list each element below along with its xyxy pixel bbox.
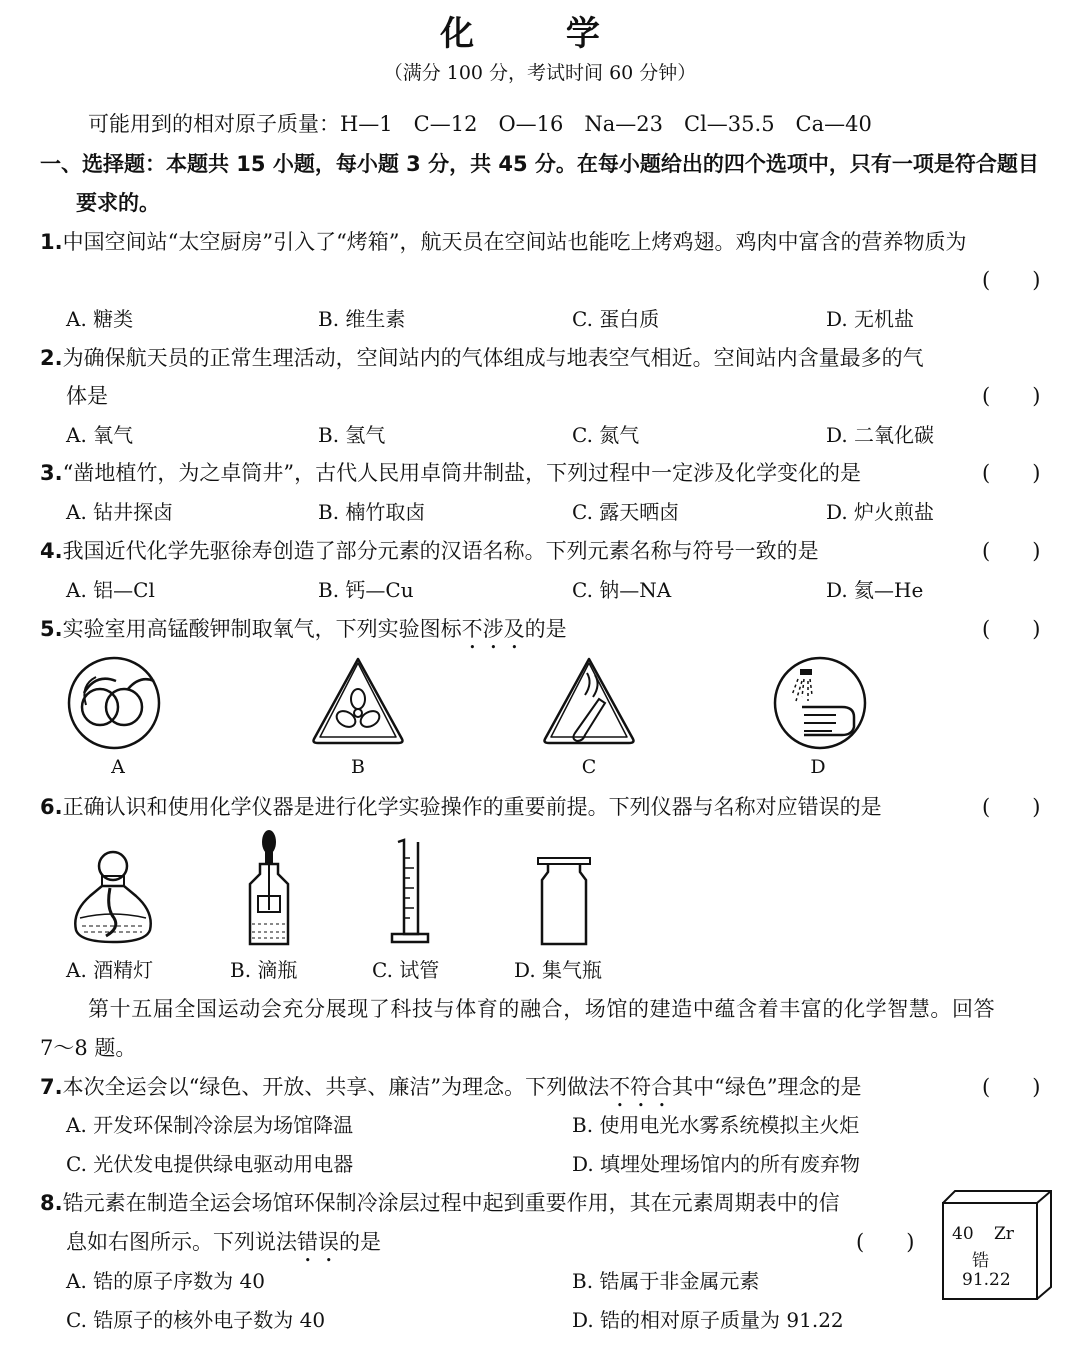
emphasis-text: 不符合 <box>609 1075 673 1099</box>
question-text: 本次全运会以“绿色、开放、共享、廉洁”为理念。下列做法 <box>62 1075 610 1099</box>
option-3a[interactable]: A. 钻井探卤 <box>66 500 174 524</box>
question-text: 为确保航天员的正常生理活动，空间站内的气体组成与地表空气相近。空间站内含量最多的气 <box>62 346 924 370</box>
option-1c[interactable]: C. 蛋白质 <box>572 307 660 331</box>
question-text: 实验室用高锰酸钾制取氧气，下列实验图标 <box>62 617 462 641</box>
goggles-icon <box>66 655 162 751</box>
answer-blank-1[interactable]: ( ) <box>982 268 1041 292</box>
option-7d[interactable]: D. 填埋处理场馆内的所有废弃物 <box>572 1152 861 1176</box>
element-symbol: Zr <box>994 1224 1014 1244</box>
question-number: 7. <box>40 1075 63 1099</box>
element-name: 锆 <box>972 1251 989 1271</box>
option-7a[interactable]: A. 开发环保制冷涂层为场馆降温 <box>66 1113 354 1137</box>
icon-caption-b: B <box>351 756 365 778</box>
atomic-mass: 91.22 <box>962 1270 1011 1290</box>
question-text-end: 的是 <box>339 1230 381 1254</box>
icon-caption-c: C <box>581 756 597 778</box>
option-4a[interactable]: A. 铝—Cl <box>66 578 155 602</box>
question-8-cont <box>66 1226 381 1267</box>
question-text: 中国空间站“太空厨房”引入了“烤箱”，航天员在空间站也能吃上烤鸡翅。鸡肉中富含的营养物质为 <box>62 230 967 254</box>
alcohol-lamp-icon <box>70 848 156 944</box>
question-text: “凿地植竹，为之卓筒井”，古代人民用卓筒井制盐，下列过程中一定涉及化学变化的是 <box>62 461 862 485</box>
hot-test-tube-icon <box>541 655 637 747</box>
question-number: 4. <box>40 539 63 563</box>
measuring-cylinder-icon <box>390 838 430 946</box>
question-number: 2. <box>40 346 63 370</box>
option-3c[interactable]: C. 露天晒卤 <box>572 500 680 524</box>
question-text-end: 其中“绿色”理念的是 <box>672 1075 862 1099</box>
option-8c[interactable]: C. 锆原子的核外电子数为 40 <box>66 1308 326 1332</box>
option-6a[interactable]: A. 酒精灯 <box>66 958 154 982</box>
question-text-end: 的是 <box>524 617 567 641</box>
option-7c[interactable]: C. 光伏发电提供绿电驱动用电器 <box>66 1152 354 1176</box>
question-text: 正确认识和使用化学仪器是进行化学实验操作的重要前提。下列仪器与名称对应错误的是 <box>62 795 882 819</box>
hand-wash-icon <box>772 655 868 751</box>
page-title: 化 学 <box>440 14 640 54</box>
option-3d[interactable]: D. 炉火煎盐 <box>826 500 935 524</box>
exam-subtitle: （满分 100 分，考试时间 60 分钟） <box>383 62 697 84</box>
question-number: 8. <box>40 1191 63 1215</box>
option-2b[interactable]: B. 氢气 <box>318 423 386 447</box>
option-8d[interactable]: D. 锆的相对原子质量为 91.22 <box>572 1308 844 1332</box>
atomic-number: 40 <box>952 1224 974 1244</box>
answer-blank-2[interactable]: ( ) <box>982 384 1041 408</box>
question-text: 我国近代化学先驱徐寿创造了部分元素的汉语名称。下列元素名称与符号一致的是 <box>62 539 819 563</box>
question-text: 锆元素在制造全运会场馆环保制冷涂层过程中起到重要作用，其在元素周期表中的信 <box>62 1191 840 1215</box>
element-cell-zr <box>942 1190 1052 1300</box>
question-7 <box>40 1071 862 1112</box>
question-text: 息如右图所示。下列说法 <box>66 1230 297 1254</box>
passage-text: 第十五届全国运动会充分展现了科技与体育的融合，场馆的建造中蕴含着丰富的化学智慧。回答 <box>88 997 996 1021</box>
question-number: 3. <box>40 461 63 485</box>
question-number: 1. <box>40 230 63 254</box>
option-1d[interactable]: D. 无机盐 <box>826 307 915 331</box>
icon-caption-a: A <box>111 756 125 778</box>
dropper-bottle-icon <box>244 828 294 946</box>
question-3 <box>40 457 861 487</box>
option-4b[interactable]: B. 钙—Cu <box>318 578 414 602</box>
option-4d[interactable]: D. 氦—He <box>826 578 924 602</box>
icon-caption-d: D <box>810 756 826 778</box>
option-3b[interactable]: B. 楠竹取卤 <box>318 500 426 524</box>
answer-blank-6[interactable]: ( ) <box>982 795 1041 819</box>
emphasis-text: 错误 <box>297 1230 339 1254</box>
fan-ventilation-icon <box>310 655 406 747</box>
passage-text-cont: 7～8 题。 <box>40 1036 137 1060</box>
option-6d[interactable]: D. 集气瓶 <box>514 958 603 982</box>
option-4c[interactable]: C. 钠—NA <box>572 578 672 602</box>
question-6 <box>40 791 882 821</box>
option-2c[interactable]: C. 氮气 <box>572 423 640 447</box>
question-4 <box>40 535 819 565</box>
answer-blank-4[interactable]: ( ) <box>982 539 1041 563</box>
section-heading: 一、选择题：本题共 15 小题，每小题 3 分，共 45 分。在每小题给出的四个选项中，只有一项是符合题目 <box>40 152 1039 176</box>
atomic-masses: 可能用到的相对原子质量：H—1 C—12 O—16 Na—23 Cl—35.5 Ca—40 <box>88 112 872 136</box>
option-7b[interactable]: B. 使用电光水雾系统模拟主火炬 <box>572 1113 860 1137</box>
question-5 <box>40 613 567 654</box>
question-2-cont: 体是 <box>66 384 108 408</box>
emphasis-text: 不涉及 <box>461 617 525 641</box>
option-8a[interactable]: A. 锆的原子序数为 40 <box>66 1269 265 1293</box>
option-6b[interactable]: B. 滴瓶 <box>230 958 298 982</box>
answer-blank-7[interactable]: ( ) <box>982 1075 1041 1099</box>
question-number: 6. <box>40 795 63 819</box>
option-2d[interactable]: D. 二氧化碳 <box>826 423 935 447</box>
option-8b[interactable]: B. 锆属于非金属元素 <box>572 1269 760 1293</box>
answer-blank-3[interactable]: ( ) <box>982 461 1041 485</box>
option-1b[interactable]: B. 维生素 <box>318 307 406 331</box>
gas-jar-icon <box>536 856 592 948</box>
option-6c[interactable]: C. 试管 <box>372 958 440 982</box>
option-2a[interactable]: A. 氧气 <box>66 423 134 447</box>
question-number: 5. <box>40 617 63 641</box>
answer-blank-5[interactable]: ( ) <box>982 617 1041 641</box>
answer-blank-8[interactable]: ( ) <box>856 1230 915 1254</box>
question-1 <box>40 226 967 256</box>
question-2 <box>40 342 924 372</box>
section-heading-cont: 要求的。 <box>76 191 160 215</box>
option-1a[interactable]: A. 糖类 <box>66 307 134 331</box>
question-8 <box>40 1187 840 1217</box>
